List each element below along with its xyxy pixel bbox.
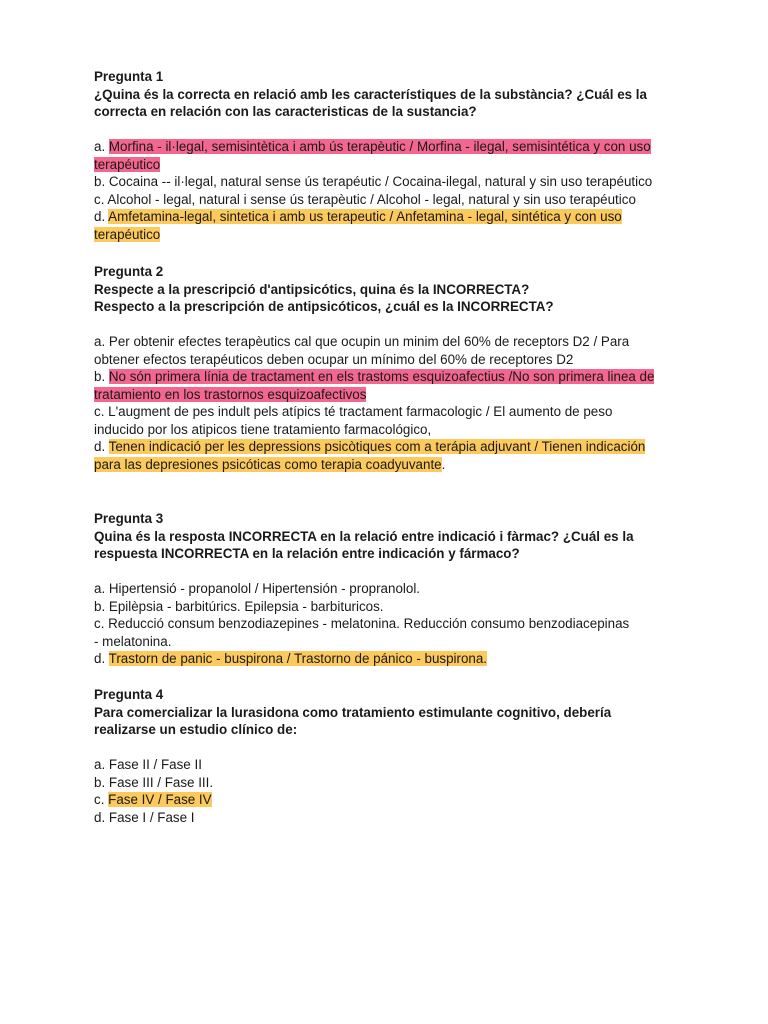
option-d — [94, 438, 694, 456]
option-text: inducido por los atipicos tiene tratamiento farmacológico, — [94, 421, 432, 437]
question-prompt-line: Para comercializar la lurasidona como tratamiento estimulante cognitivo, debería — [94, 704, 612, 720]
option-a-continuation — [94, 351, 694, 369]
question-2 — [94, 263, 694, 473]
option-prefix: d. — [94, 439, 109, 454]
option-b — [94, 173, 694, 191]
option-a — [94, 138, 694, 156]
option-text: obtener efectos terapéuticos deben ocupar un mínimo del 60% de receptores D2 — [94, 351, 574, 367]
option-c — [94, 191, 694, 209]
option-d — [94, 650, 694, 668]
option-c — [94, 615, 694, 633]
option-text-highlighted: Morfina - il·legal, semisintètica i amb ús terapèutic / Morfina - ilegal, semisintética y con uso — [108, 139, 651, 154]
option-prefix: c. — [94, 792, 109, 807]
option-prefix: d. — [94, 651, 109, 666]
question-3 — [94, 510, 694, 668]
question-prompt-line: Quina és la resposta INCORRECTA en la relació entre indicació i fàrmac? ¿Cuál es la — [94, 528, 634, 544]
option-c-continuation — [94, 633, 694, 651]
option-a — [94, 580, 694, 598]
option-a — [94, 333, 694, 351]
option-prefix: b. — [94, 174, 109, 189]
option-c — [94, 403, 694, 421]
option-prefix: a. — [94, 581, 109, 596]
option-c-continuation — [94, 421, 694, 439]
option-prefix: d. — [94, 809, 109, 825]
option-text-highlighted: tratamiento en los trastornos esquizoafectivos — [94, 386, 367, 402]
question-prompt-line: respuesta INCORRECTA en la relación entre indicación y fármaco? — [94, 546, 520, 561]
option-text-highlighted: para las depresiones psicóticas como terapia coadyuvante — [94, 456, 442, 472]
option-text-highlighted: No són primera línia de tractament en els trastoms esquizoafectius /No son primera linea de — [108, 369, 655, 384]
question-prompt-line: correcta en relación con las caracteristicas de la sustancia? — [94, 104, 477, 119]
option-d-continuation — [94, 456, 694, 474]
question-prompt-line: Respecte a la prescripció d'antipsicótics, quina és la INCORRECTA? — [94, 281, 530, 297]
option-prefix: b. — [94, 774, 109, 790]
option-text: Fase II / Fase II — [108, 757, 202, 772]
question-title: Pregunta 4 — [94, 687, 164, 702]
option-text: Per obtenir efectes terapèutics cal que ocupin un minim del 60% de receptors D2 / Para — [108, 334, 630, 349]
option-text-highlighted: Fase IV / Fase IV — [108, 792, 212, 807]
option-text: - melatonina. — [94, 633, 172, 649]
option-text-highlighted: Trastorn de panic - buspirona / Trastorno de pánico - buspirona. — [108, 651, 488, 666]
option-text: Cocaina -- il·legal, natural sense ús terapéutic / Cocaina-ilegal, natural y sin uso terapéutico — [108, 174, 653, 189]
option-text: Alcohol - legal, natural i sense ús terapèutic / Alcohol - legal, natural y sin uso terapéutico — [107, 191, 636, 207]
option-suffix: . — [441, 456, 446, 472]
option-d — [94, 208, 694, 226]
option-prefix: a. — [94, 139, 109, 154]
question-title: Pregunta 1 — [94, 69, 164, 84]
option-text: Reducció consum benzodiazepines - melatonina. Reducción consumo benzodiacepinas — [108, 616, 630, 631]
option-prefix: b. — [94, 369, 109, 384]
option-b — [94, 598, 694, 616]
option-text: L'augment de pes indult pels atípics té tractament farmacologic / El aumento de peso — [108, 404, 613, 419]
question-title: Pregunta 3 — [94, 511, 164, 526]
question-prompt-line: ¿Quina és la correcta en relació amb les característiques de la substància? ¿Cuál es la — [94, 86, 647, 102]
question-1 — [94, 68, 694, 243]
option-b — [94, 774, 694, 792]
question-prompt-line: realizarse un estudio clínico de: — [94, 722, 298, 737]
option-b — [94, 368, 694, 386]
option-a — [94, 756, 694, 774]
option-text: Fase I / Fase I — [108, 809, 195, 825]
option-text: Hipertensió - propanolol / Hipertensión - propranolol. — [108, 581, 421, 596]
question-prompt-line: Respecto a la prescripción de antipsicóticos, ¿cuál es la INCORRECTA? — [94, 299, 554, 314]
option-prefix: b. — [94, 598, 109, 614]
option-prefix: d. — [94, 209, 109, 224]
option-prefix: c. — [94, 191, 108, 207]
option-prefix: c. — [94, 404, 109, 419]
option-prefix: a. — [94, 757, 109, 772]
option-text-highlighted: Amfetamina-legal, sintetica i amb us terapeutic / Anfetamina - legal, sintética y con uso — [108, 209, 622, 224]
option-text-highlighted: terapéutico — [94, 226, 161, 242]
option-d — [94, 809, 694, 827]
option-prefix: c. — [94, 616, 109, 631]
option-text-highlighted: terapéutico — [94, 156, 161, 172]
option-b-continuation — [94, 386, 694, 404]
option-text: Fase III / Fase III. — [108, 774, 214, 790]
option-d-continuation — [94, 226, 694, 244]
question-title: Pregunta 2 — [94, 264, 164, 279]
option-prefix: a. — [94, 334, 109, 349]
option-a-continuation — [94, 156, 694, 174]
question-4 — [94, 686, 694, 826]
option-text: Epilèpsia - barbitúrics. Epilepsia - barbituricos. — [108, 598, 384, 614]
option-text-highlighted: Tenen indicació per les depressions psicòtiques com a terápia adjuvant / Tienen indicación — [108, 439, 646, 454]
option-c — [94, 791, 694, 809]
